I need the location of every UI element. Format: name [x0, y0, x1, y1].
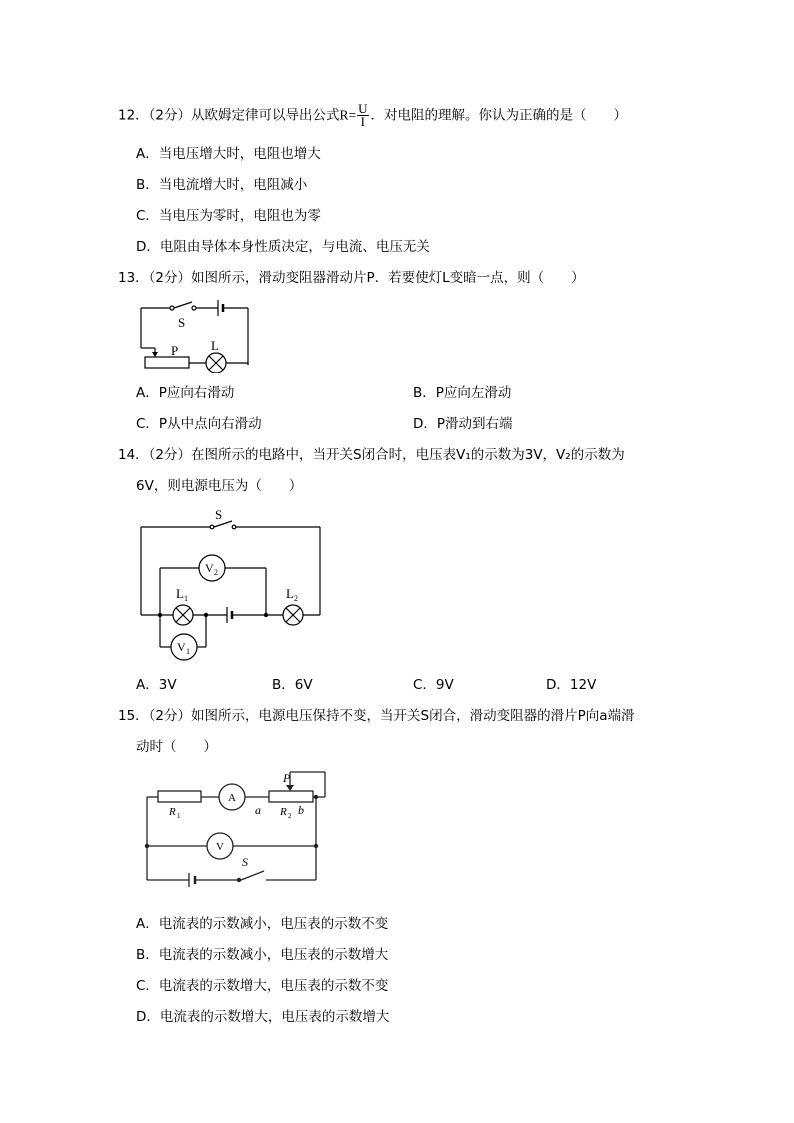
q14-fig-label-l2: L [286, 586, 294, 601]
q15-fig-label-b: b [298, 803, 304, 817]
q12-option-d: D．电阻由导体本身性质决定，与电流、电压无关 [136, 239, 430, 255]
q12-option-a: A．当电压增大时，电阻也增大 [136, 146, 321, 162]
q14-fig-label-v1-sub: 1 [186, 647, 190, 656]
q12-stem-lead: 12．（2分）从欧姆定律可以导出公式 [118, 107, 340, 124]
q12-stem [118, 103, 627, 128]
q14-circuit-diagram [136, 504, 326, 662]
q12-option-c: C．当电压为零时，电阻也为零 [136, 208, 321, 224]
q15-fig-label-r2: R [280, 806, 287, 818]
q15-fig-label-r1: R [169, 806, 176, 818]
q15-option-d: D．电流表的示数增大，电压表的示数增大 [136, 1009, 390, 1025]
q12-formula-lhs: R= [339, 107, 357, 123]
q15-fig-label-p: P [283, 771, 291, 785]
q13-circuit-diagram [138, 293, 253, 373]
q15-stem-line2: 动时（ ） [136, 739, 217, 755]
q15-option-b: B．电流表的示数减小，电压表的示数增大 [136, 947, 389, 963]
q15-fig-label-a: a [255, 803, 261, 817]
q15-fig-label-voltmeter: V [216, 841, 224, 853]
q13-option-b: B．P应向左滑动 [413, 385, 512, 401]
q12-formula-fraction [357, 103, 368, 128]
q14-fig-label-l1-sub: 1 [184, 594, 188, 603]
q14-stem-line2: 6V，则电源电压为（ ） [136, 478, 303, 494]
q14-option-d: D．12V [546, 677, 597, 693]
q14-fig-label-v1: V [177, 640, 186, 654]
q12-formula-denominator: I [360, 114, 366, 129]
q13-option-d: D．P滑动到右端 [413, 416, 513, 432]
q13-fig-label-p: P [171, 343, 179, 358]
q14-fig-label-l1: L [176, 586, 184, 601]
q13-option-a: A．P应向右滑动 [136, 385, 235, 401]
q12-option-b: B．当电流增大时，电阻减小 [136, 177, 308, 193]
q13-fig-label-s: S [178, 315, 186, 330]
q14-option-a: A．3V [136, 677, 177, 693]
q12-stem-tail: ．对电阻的理解。你认为正确的是（ ） [370, 107, 628, 124]
q13-stem: 13．（2分）如图所示，滑动变阻器滑动片P．若要使灯L变暗一点，则（ ） [118, 270, 585, 286]
q13-option-c: C．P从中点向右滑动 [136, 416, 262, 432]
q12-formula-numerator: U [358, 101, 368, 116]
q14-option-b: B．6V [272, 677, 313, 693]
q14-fig-label-v2: V [205, 561, 214, 575]
q15-stem-line1: 15．（2分）如图所示，电源电压保持不变，当开关S闭合，滑动变阻器的滑片P向a端滑 [118, 708, 635, 724]
q14-fig-label-v2-sub: 2 [214, 568, 218, 577]
q14-stem-line1: 14．（2分）在图所示的电路中，当开关S闭合时，电压表V₁的示数为3V，V₂的示数为 [118, 447, 625, 463]
q15-circuit-diagram [138, 766, 328, 892]
q15-fig-label-ammeter: A [228, 792, 236, 804]
q15-option-a: A．电流表的示数减小，电压表的示数不变 [136, 916, 389, 932]
q15-fig-label-r2-sub: 2 [288, 812, 292, 820]
q15-option-c: C．电流表的示数增大，电压表的示数不变 [136, 978, 389, 994]
q15-fig-label-s: S [242, 855, 248, 869]
q14-fig-label-l2-sub: 2 [294, 594, 298, 603]
q14-fig-label-s: S [215, 507, 223, 522]
q14-option-c: C．9V [413, 677, 454, 693]
q13-fig-label-l: L [211, 338, 219, 353]
q15-fig-label-r1-sub: 1 [177, 812, 181, 820]
